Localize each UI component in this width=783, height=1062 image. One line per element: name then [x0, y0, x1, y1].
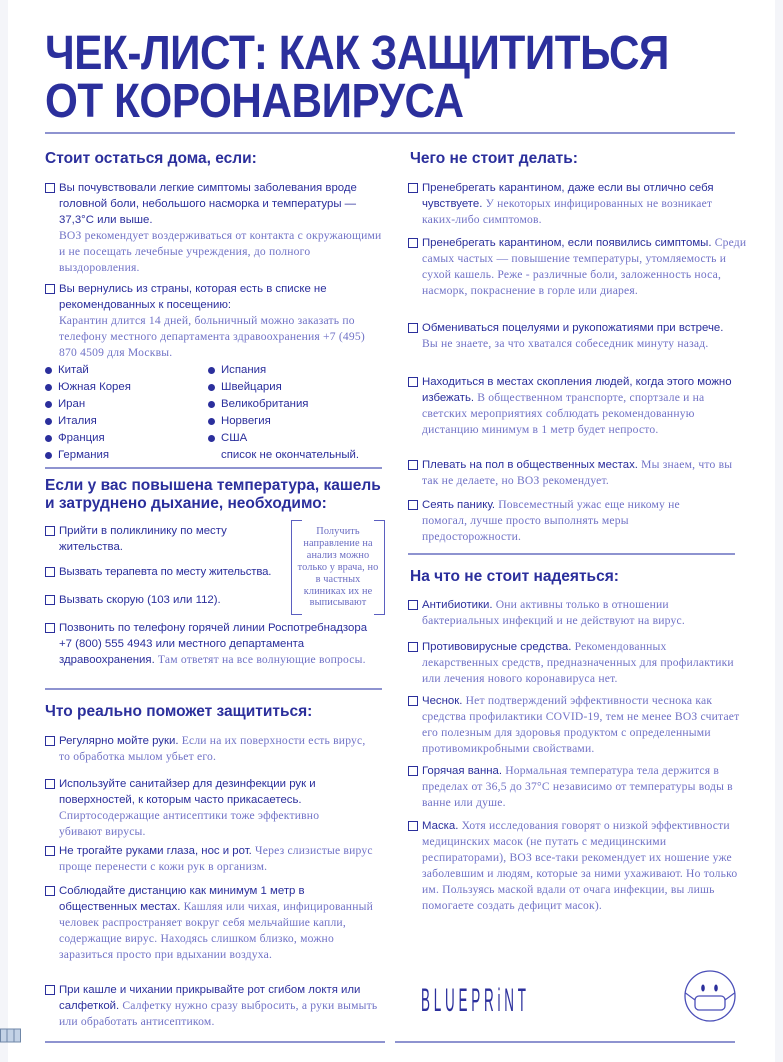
page-title [45, 27, 669, 128]
checkbox-icon[interactable] [408, 642, 418, 652]
checkbox-icon[interactable] [408, 238, 418, 248]
item-note: Мы знаем, что вы так не делаете, но ВОЗ рекомендует. [422, 458, 733, 487]
checkbox-icon[interactable] [45, 886, 55, 896]
countries-list-right [208, 362, 383, 464]
protect-item[interactable] [45, 843, 379, 875]
title-divider [45, 132, 735, 134]
item-note: Нормальная температура тела держится в пределах от 36,5 до 37°C независимо от температуры воды в ванне или душе. [422, 764, 733, 809]
protect-item[interactable] [45, 733, 379, 765]
country-item: Норвегия [208, 413, 383, 430]
item-text: Соблюдайте дистанцию как минимум 1 метр в общественных местах. [59, 885, 305, 913]
item-note: ВОЗ рекомендует воздерживаться от контакта с окружающими и не посещать лечебные учреждения, до полного выздоровления. [59, 229, 382, 274]
item-note: Вы не знаете, за что хватался собеседник минуту назад. [422, 337, 709, 350]
checkbox-icon[interactable] [408, 460, 418, 470]
checkbox-icon[interactable] [408, 696, 418, 706]
protect-item[interactable] [45, 982, 379, 1030]
item-text: Сеять панику. [422, 499, 496, 511]
checkbox-icon[interactable] [45, 736, 55, 746]
section-divider [408, 553, 735, 555]
stay-home-item[interactable] [45, 180, 384, 276]
item-note: Рекомендованных лекарственных средств, предназначенных для профилактики или лечения нового коронавируса нет. [422, 640, 734, 685]
dont-item[interactable] [408, 457, 747, 489]
checkbox-icon[interactable] [45, 595, 55, 605]
not-rely-item[interactable] [408, 597, 732, 629]
item-text: Чеснок. [422, 695, 463, 707]
checkbox-icon[interactable] [45, 183, 55, 193]
book-icon[interactable] [0, 1027, 22, 1044]
country-item: Южная Корея [45, 379, 205, 396]
checkbox-icon[interactable] [408, 600, 418, 610]
not-rely-item[interactable] [408, 693, 742, 757]
item-text: Горячая ванна. [422, 765, 503, 777]
checkbox-icon[interactable] [408, 377, 418, 387]
checkbox-icon[interactable] [408, 183, 418, 193]
item-note: Через слизистые вирус проще перенести с кожи рук в организм. [59, 844, 373, 873]
section-divider [45, 688, 382, 690]
checkbox-icon[interactable] [45, 779, 55, 789]
item-text: Позвонить по телефону горячей линии Роспотребнадзора +7 (800) 555 4943 или местного департамента здравоохранения. [59, 622, 368, 666]
not-rely-heading: На что не стоит надеяться: [410, 568, 619, 585]
symptoms-item[interactable] [45, 620, 369, 668]
item-text: Используйте санитайзер для дезинфекции рук и поверхностей, к которым часто прикасаетесь. [59, 778, 316, 806]
dont-heading: Чего не стоит делать: [410, 150, 578, 167]
section-divider [45, 467, 382, 469]
masked-face-icon [683, 969, 737, 1023]
protect-item[interactable] [45, 883, 379, 963]
title-line-2: ОТ КОРОНАВИРУСА [45, 75, 464, 128]
symptoms-heading: Если у вас повышена температура, кашель и затруднено дыхание, необходимо: [45, 477, 381, 512]
side-note-box [291, 520, 385, 615]
country-item: Испания [208, 362, 383, 379]
item-note: Кашляя или чихая, инфицированный человек распространяет вокруг себя мельчайшие капли, содержащие вирус. Находясь слишком близко, можно заразиться просто при вдыхании воздуха. [59, 900, 374, 961]
item-text: Пренебрегать карантином, если появились симптомы. [422, 237, 712, 249]
country-item: США [208, 430, 383, 447]
footer-divider-left [45, 1041, 385, 1043]
item-note: В общественном транспорте, спортзале и на светских мероприятиях соблюдать рекомендованную дистанцию минимум в 1 метр будет непросто. [422, 391, 705, 436]
checkbox-icon[interactable] [45, 567, 55, 577]
dont-item[interactable] [408, 180, 747, 228]
dont-item[interactable] [408, 320, 732, 352]
item-text: Вызвать терапевта по месту жительства. [59, 566, 272, 578]
item-text: Вы вернулись из страны, которая есть в списке не рекомендованных к посещению: [59, 283, 327, 311]
item-text: Находиться в местах скопления людей, когда этого можно избежать. [422, 376, 732, 404]
item-note: Повсеместный ужас еще никому не помогал, лучше просто выполнять меры предосторожности. [422, 498, 680, 543]
title-line-1: ЧЕК-ЛИСТ: КАК ЗАЩИТИТЬСЯ [45, 27, 669, 80]
item-note: Нет подтверждений эффективности чеснока как средства профилактики COVID-19, тем не менее ВОЗ считает его полезным для здоровья продуктом с определенными противомикробными свойствами. [422, 694, 740, 755]
item-text: Антибиотики. [422, 599, 493, 611]
item-text: При кашле и чихании прикрывайте рот сгибом локтя или салфеткой. [59, 984, 361, 1012]
protect-heading: Что реально поможет защититься: [45, 703, 313, 720]
checkbox-icon[interactable] [45, 846, 55, 856]
checkbox-icon[interactable] [408, 821, 418, 831]
country-item: Китай [45, 362, 205, 379]
checkbox-icon[interactable] [408, 323, 418, 333]
blueprint-logo: BLUEPRiNT [421, 982, 530, 1018]
dont-item[interactable] [408, 497, 722, 545]
checkbox-icon[interactable] [408, 500, 418, 510]
item-note: Там ответят на все волнующие вопросы. [157, 653, 366, 666]
item-note: Спиртосодержащие антисептики тоже эффективно убивают вирусы. [59, 809, 320, 838]
checkbox-icon[interactable] [45, 623, 55, 633]
item-text: Противовирусные средства. [422, 641, 572, 653]
item-note: Они активны только в отношении бактериальных инфекций и не действуют на вирус. [422, 598, 685, 627]
country-item: Италия [45, 413, 205, 430]
protect-item[interactable] [45, 776, 359, 840]
checkbox-icon[interactable] [45, 526, 55, 536]
not-rely-item[interactable] [408, 818, 747, 914]
countries-list-left [45, 362, 205, 464]
item-note: У некоторых инфицированных не возникает каких-либо симптомов. [422, 197, 713, 226]
item-text: Вы почувствовали легкие симптомы заболевания вроде головной боли, небольшого насморка и температуры — 37,3°C или выше. [59, 182, 357, 226]
item-text: Прийти в поликлинику по месту жительства. [59, 525, 227, 553]
item-text: Плевать на пол в общественных местах. [422, 459, 638, 471]
dont-item[interactable] [408, 235, 747, 299]
list-note: список не окончательный. [221, 449, 360, 461]
checkbox-icon[interactable] [408, 766, 418, 776]
item-note: Среди самых частых — повышение температуры, утомляемость и сухой кашель. Реже - различные боли, заложенность носа, насморк, покраснение в горле или диарея. [422, 236, 747, 297]
item-text: Вызвать скорую (103 или 112). [59, 594, 221, 606]
item-note: Салфетку нужно сразу выбросить, а руки вымыть или обработать антисептиком. [59, 999, 378, 1028]
not-rely-item[interactable] [408, 639, 742, 687]
item-text: Пренебрегать карантином, даже если вы отлично себя чувствуете. [422, 182, 714, 210]
checkbox-icon[interactable] [45, 284, 55, 294]
stay-home-heading: Стоит остаться дома, если: [45, 150, 257, 167]
item-text: Обмениваться поцелуями и рукопожатиями при встрече. [422, 322, 724, 334]
stay-home-item[interactable] [45, 281, 384, 361]
item-note: Карантин длится 14 дней, больничный можно заказать по телефону местного департамента здравоохранения +7 (495) 870 4509 для Москвы. [59, 314, 365, 359]
country-item: Иран [45, 396, 205, 413]
not-rely-item[interactable] [408, 763, 747, 811]
item-note: Если на их поверхности есть вирус, то обработка мылом убьет его. [59, 734, 366, 763]
footer-divider [395, 1041, 735, 1043]
checkbox-icon[interactable] [45, 985, 55, 995]
country-item: Швейцария [208, 379, 383, 396]
symptoms-item[interactable] [45, 564, 291, 580]
item-note: Хотя исследования говорят о низкой эффективности медицинских масок (не путать с медицинскими респираторами), ВОЗ все-таки рекомендует их ношение уже заболевшим и людям, которые за ними ухаживают. Но только им. Пользуясь маской вдали от очага инфекции, вы лишь помогаете создать дефицит масок). [422, 819, 738, 912]
item-text: Маска. [422, 820, 459, 832]
country-item: Германия [45, 447, 205, 464]
side-note-text: Получить направление на анализ можно только у врача, но в частных клиниках их не выписывают [297, 526, 379, 609]
country-item: Франция [45, 430, 205, 447]
country-item: Великобритания [208, 396, 383, 413]
item-text: Не трогайте руками глаза, нос и рот. [59, 845, 252, 857]
dont-item[interactable] [408, 374, 742, 438]
symptoms-item[interactable] [45, 592, 289, 608]
symptoms-item[interactable] [45, 523, 284, 555]
item-text: Регулярно мойте руки. [59, 735, 179, 747]
